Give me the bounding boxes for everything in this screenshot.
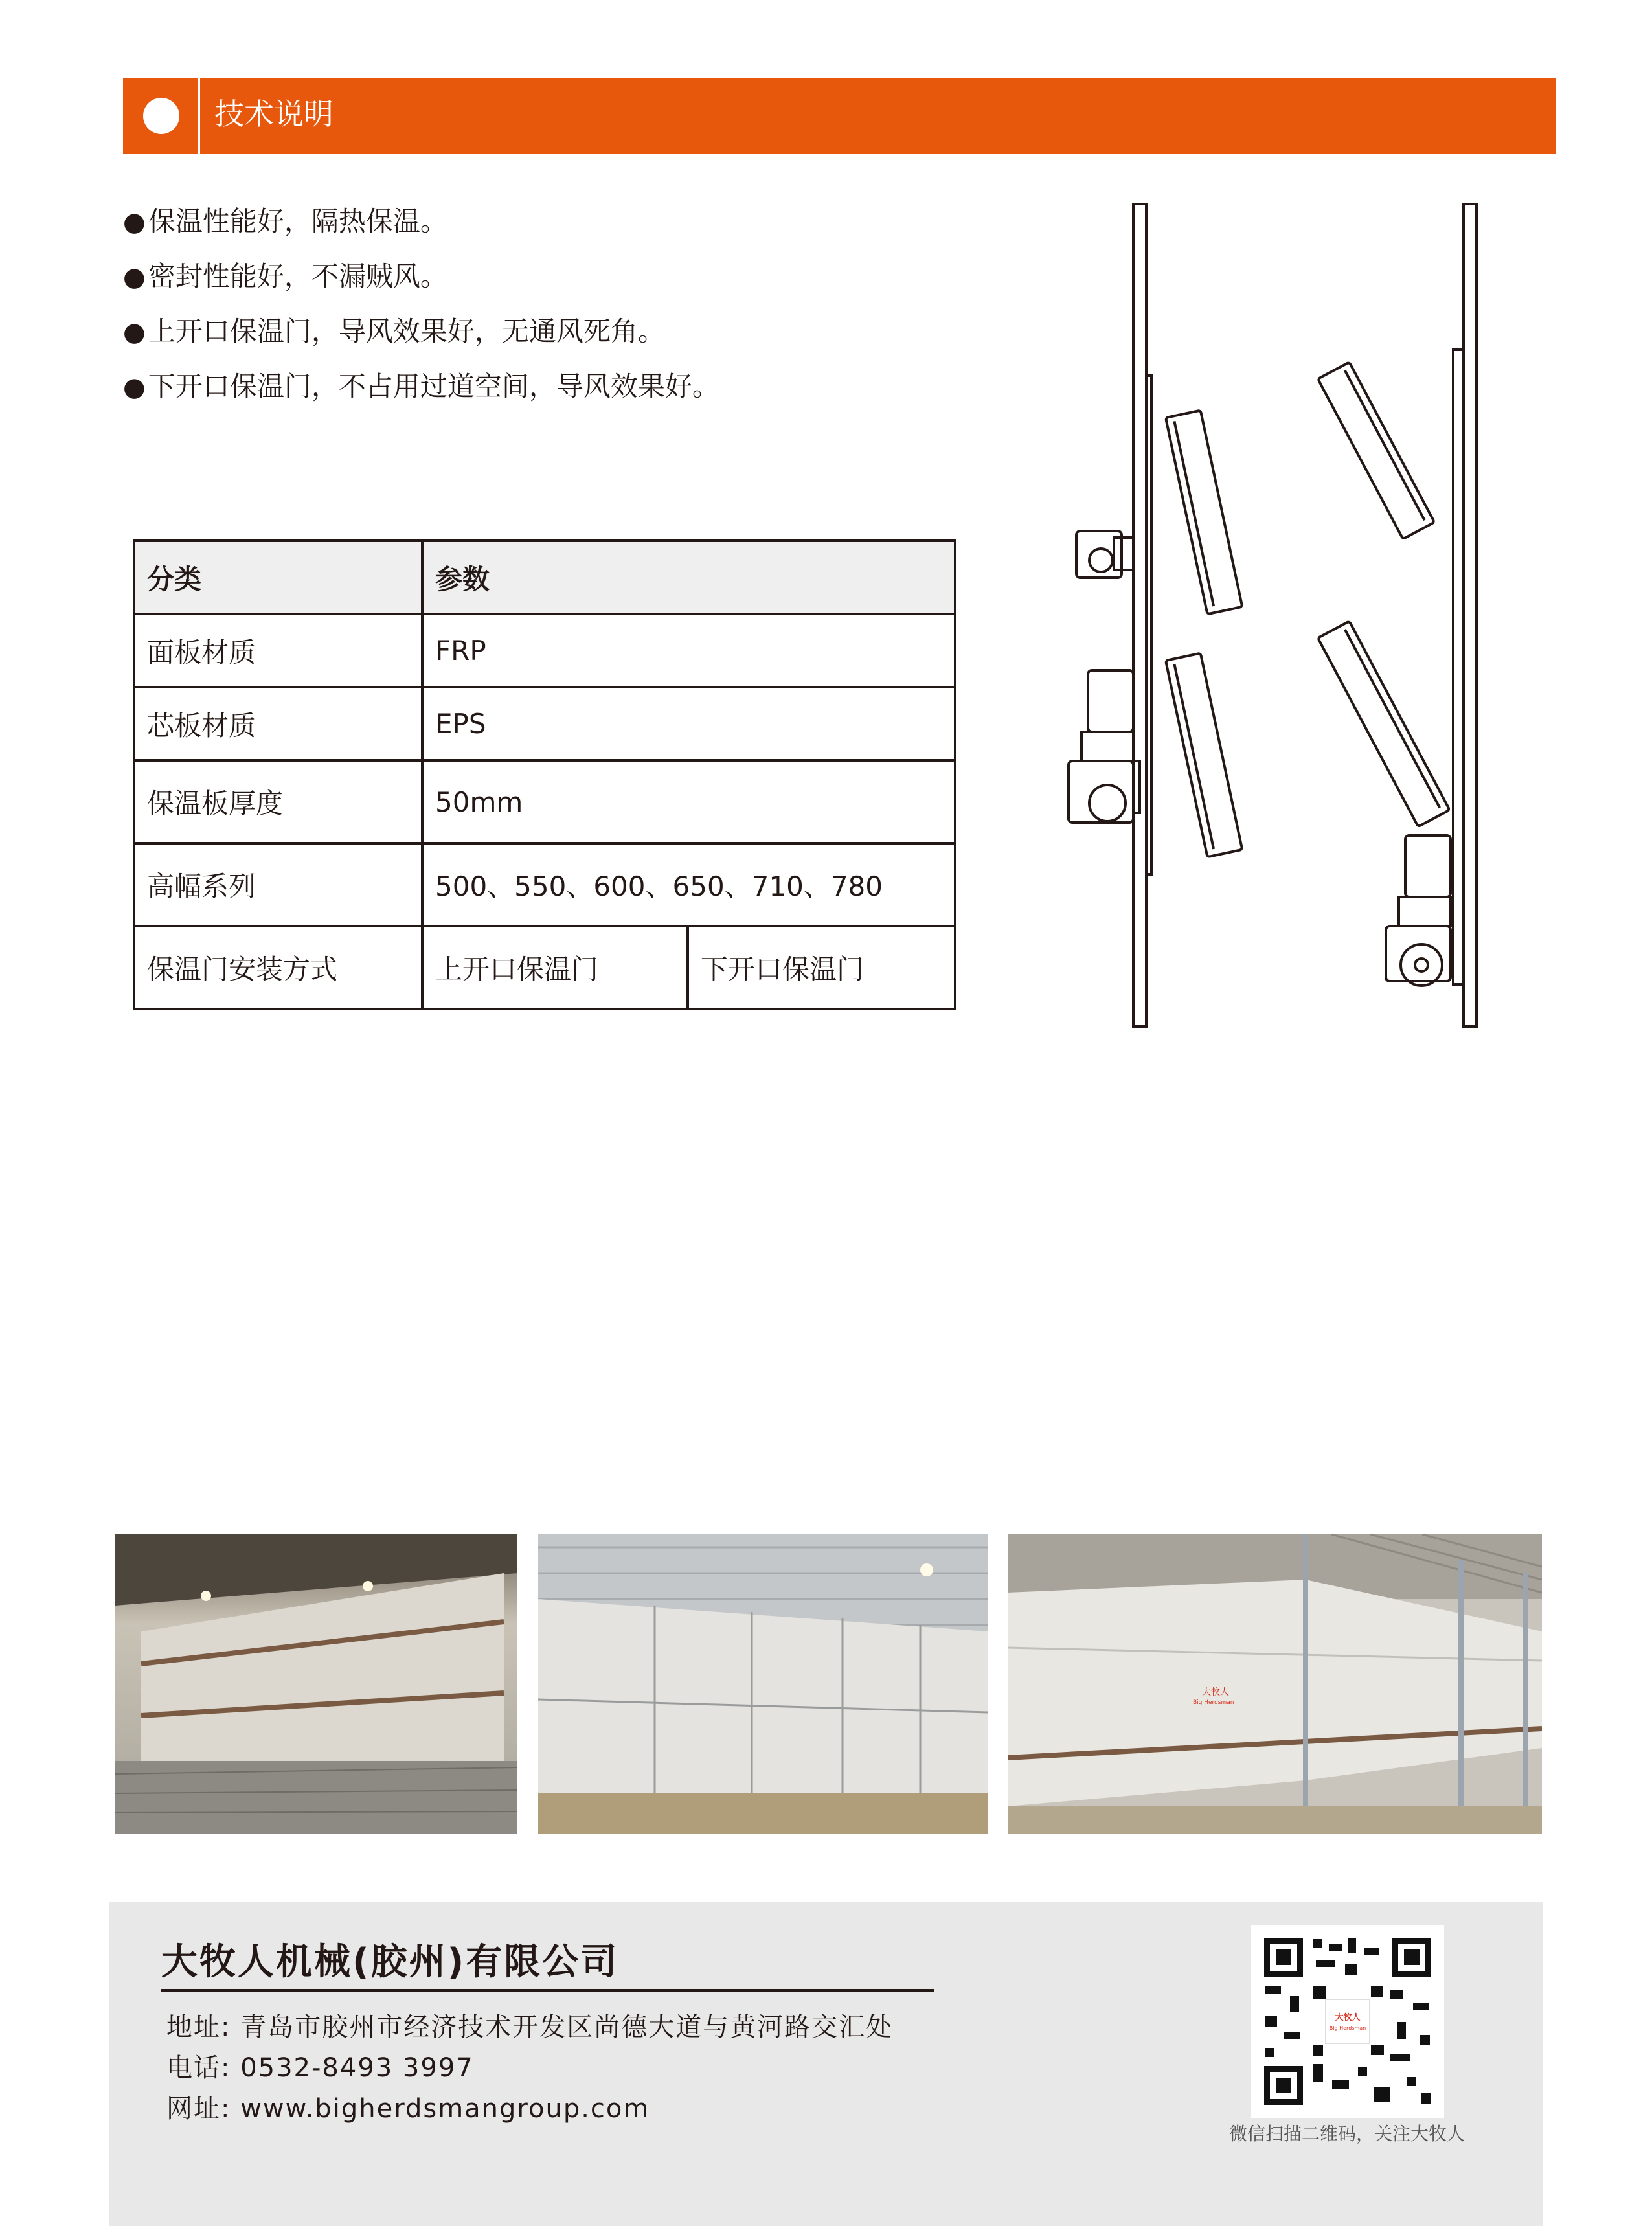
- company-divider: [161, 1989, 934, 1992]
- table-row: [134, 614, 955, 687]
- company-name: 大牧人机械(胶州)有限公司: [161, 1941, 619, 1983]
- bullet-icon: ●: [123, 207, 146, 237]
- feature-item: ●上开口保温门，导风效果好，无通风死角。: [123, 315, 665, 347]
- table-cell: 保温门安装方式: [134, 926, 422, 1009]
- wall-rail: [1453, 350, 1464, 984]
- door-installation-diagram: [1062, 198, 1502, 1033]
- table-row: [134, 687, 955, 760]
- table-cell: 500、550、600、650、710、780: [422, 843, 955, 926]
- feature-item: ●下开口保温门，不占用过道空间，导风效果好。: [123, 370, 719, 402]
- barn-photo: [115, 1534, 517, 1834]
- qr-code: [1251, 1925, 1444, 2118]
- brand-label: 大牧人: [1202, 1687, 1229, 1698]
- table-header-cell: 分类: [134, 541, 422, 614]
- table-cell: 面板材质: [134, 614, 422, 687]
- table-cell: 下开口保温门: [688, 926, 955, 1009]
- table-cell: 保温板厚度: [134, 760, 422, 843]
- spec-table: [133, 539, 956, 1010]
- header-divider: [198, 78, 200, 154]
- table-cell: 50mm: [422, 760, 955, 843]
- table-header-cell: 参数: [422, 541, 955, 614]
- upper-door-panel: [1166, 411, 1242, 615]
- phone-text: 电话: 0532-8493 3997: [166, 2053, 474, 2083]
- gearbox-icon: [1076, 531, 1133, 578]
- lower-door-panel: [1166, 653, 1242, 857]
- qr-brand-label: 大牧人: [1335, 2013, 1361, 2023]
- upper-door-panel: [1318, 362, 1434, 539]
- website-text[interactable]: 网址: www.bigherdsmangroup.com: [166, 2094, 650, 2124]
- qr-brand-label-en: Big Herdsman: [1329, 2025, 1366, 2031]
- table-row: [134, 843, 955, 926]
- table-row: [134, 926, 955, 1009]
- table-cell: 高幅系列: [134, 843, 422, 926]
- lower-door-panel: [1318, 621, 1449, 826]
- table-header-row: [134, 541, 955, 614]
- feature-list: [123, 194, 719, 415]
- barn-photo: [538, 1534, 988, 1834]
- wall-rail: [1146, 376, 1151, 874]
- table-row: [134, 760, 955, 843]
- table-cell: EPS: [422, 687, 955, 760]
- brand-label-en: Big Herdsman: [1193, 1699, 1234, 1706]
- bullet-icon: ●: [123, 317, 146, 347]
- wall-post: [1464, 204, 1477, 1027]
- table-cell: FRP: [422, 614, 955, 687]
- qr-caption: 微信扫描二维码，关注大牧人: [1228, 2123, 1465, 2144]
- header-circle-icon: [143, 98, 179, 134]
- barn-photo: [1008, 1534, 1542, 1834]
- bullet-icon: ●: [123, 372, 146, 402]
- feature-item: ●密封性能好，不漏贼风。: [123, 260, 447, 292]
- motor-icon: [1069, 670, 1140, 823]
- table-cell: 上开口保温门: [422, 926, 688, 1009]
- section-title: 技术说明: [214, 97, 334, 131]
- address-text: 地址: 青岛市胶州市经济技术开发区尚德大道与黄河路交汇处: [166, 2012, 894, 2042]
- bullet-icon: ●: [123, 262, 146, 292]
- table-cell: 芯板材质: [134, 687, 422, 760]
- wall-post: [1133, 204, 1146, 1027]
- section-header-bar: [123, 78, 1556, 154]
- feature-item: ●保温性能好，隔热保温。: [123, 205, 447, 237]
- motor-icon: [1386, 835, 1451, 986]
